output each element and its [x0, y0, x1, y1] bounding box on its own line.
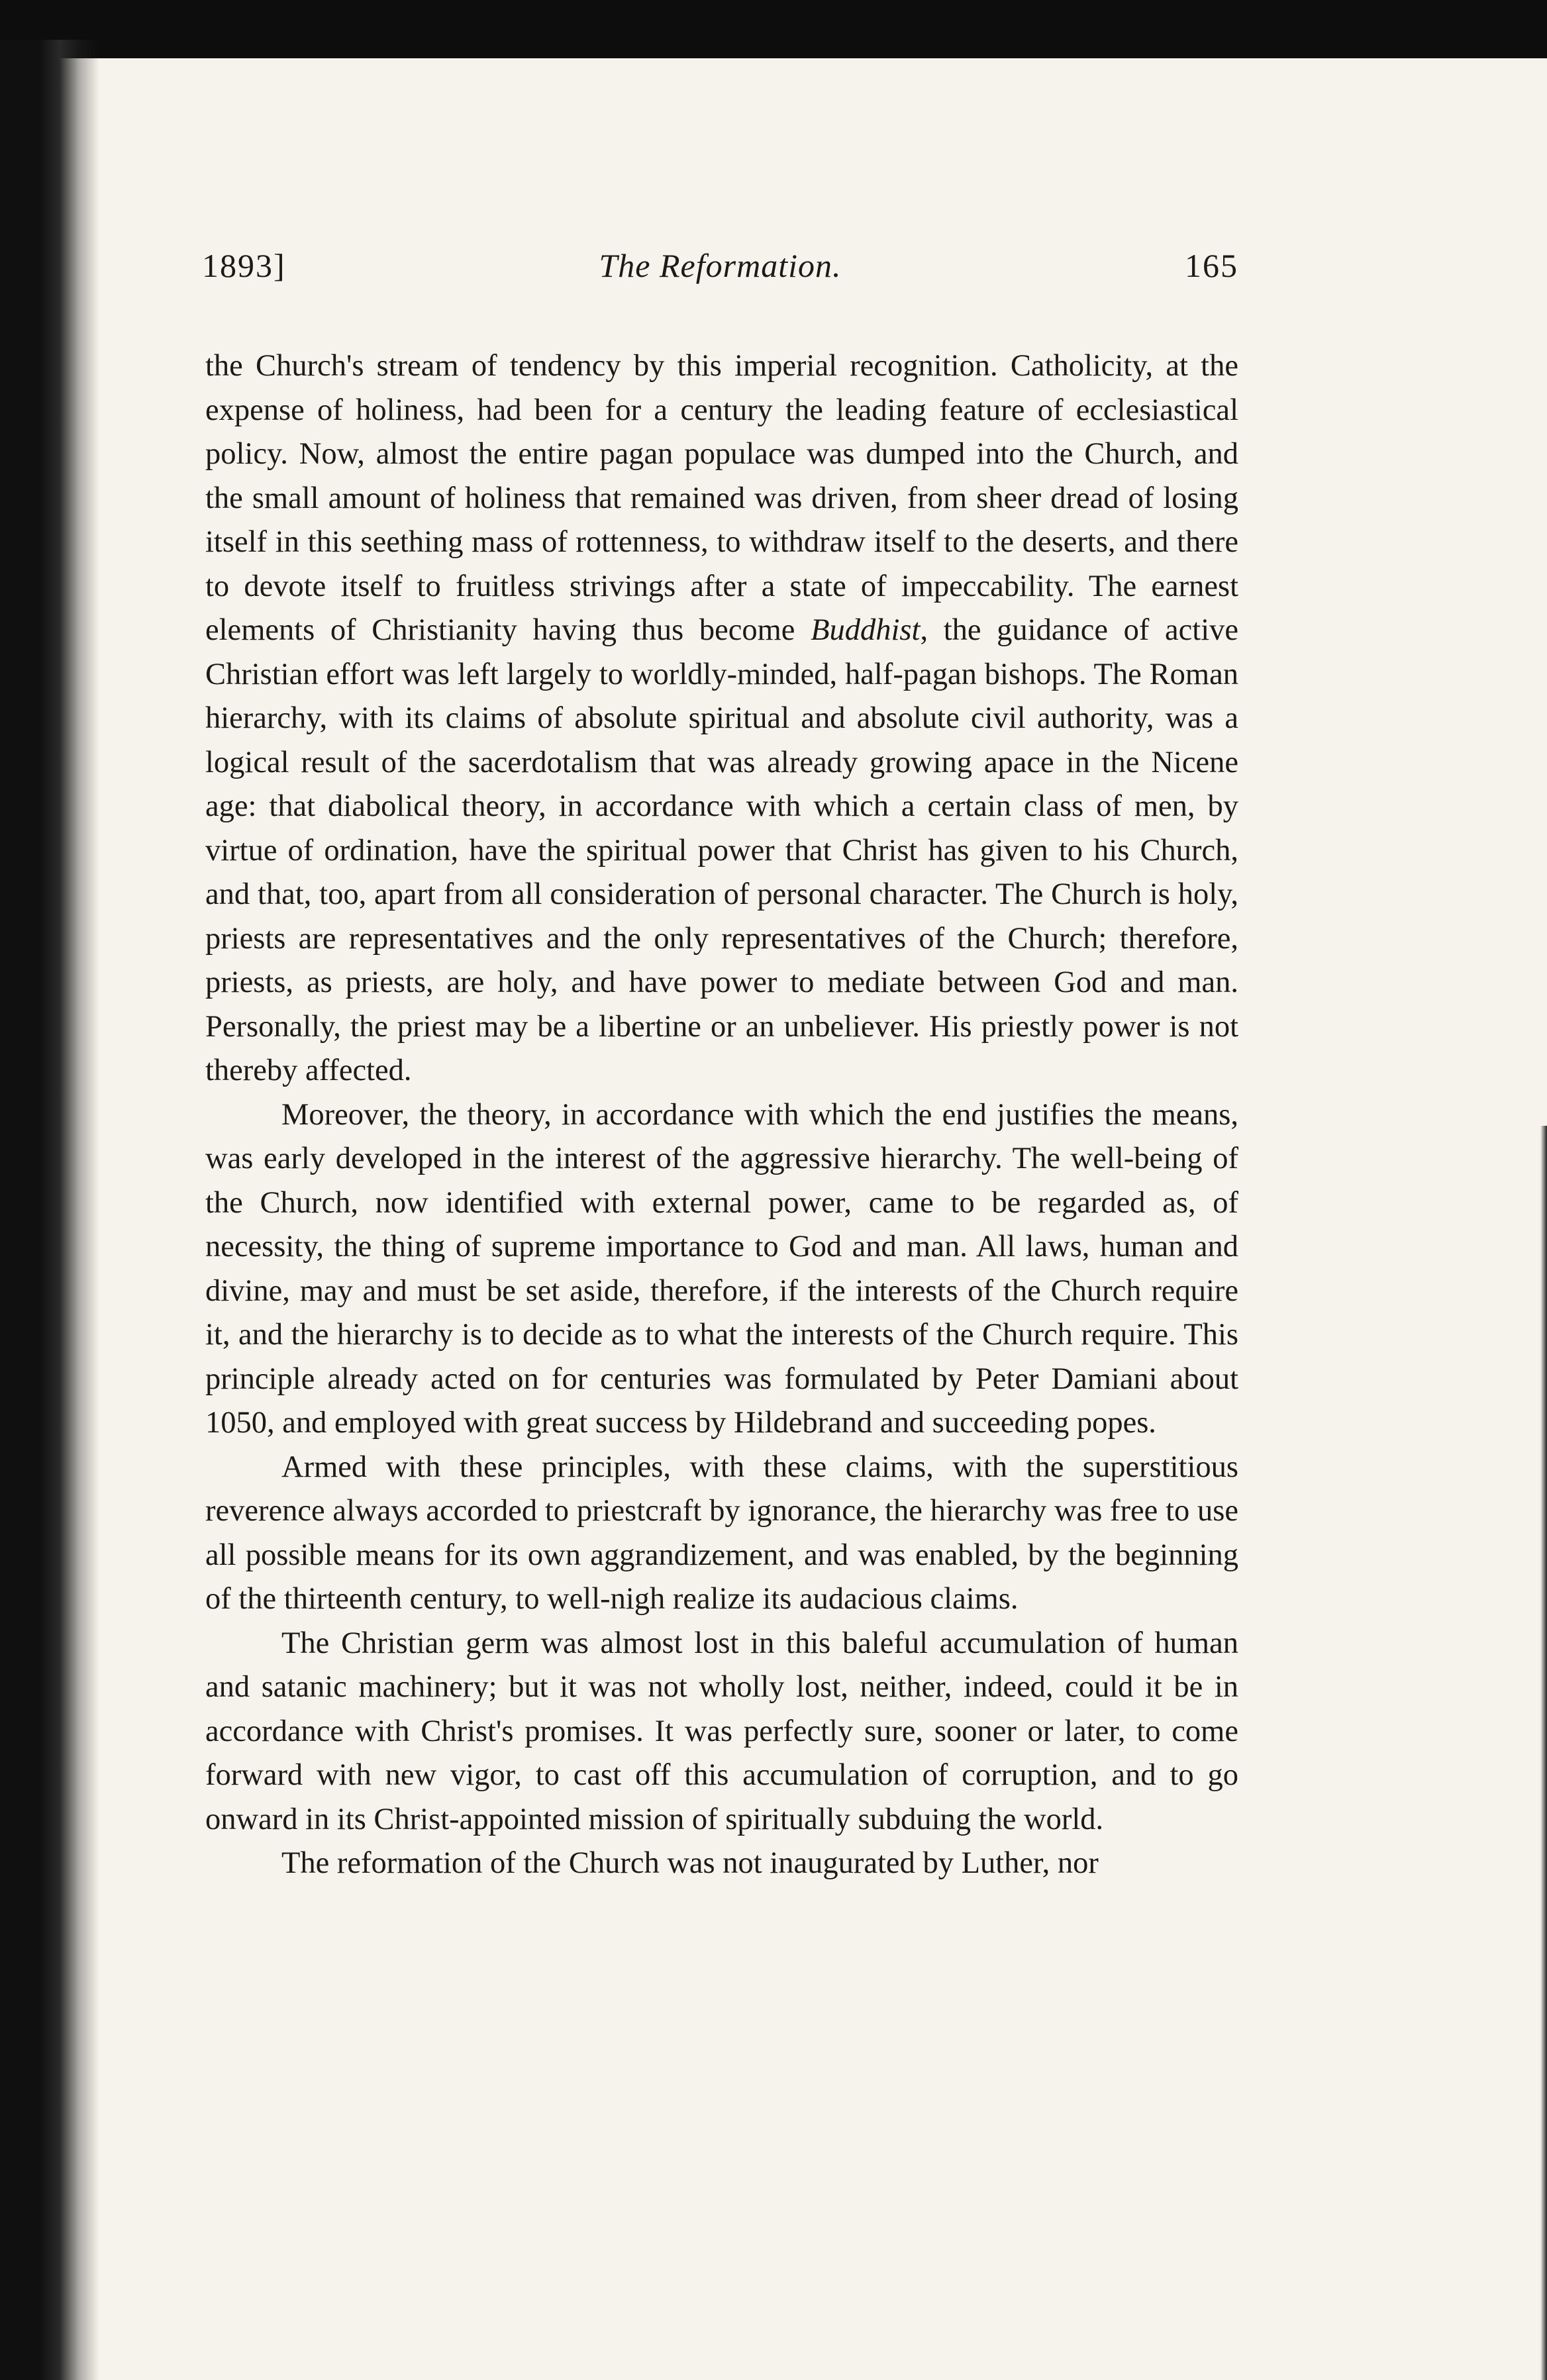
emphasis-text: Buddhist [811, 613, 921, 647]
paragraph-text: Armed with these principles, with these claims, with the superstitious reverence always accorded to priestcraft by ignorance, the hierarchy was free to use all possible means for its own aggrandizement, and was enabled, by the beginning of the thirteenth century, to well-nigh realize its audacious claims. [205, 1450, 1238, 1616]
paragraph-text: The reformation of the Church was not inaugurated by Luther, nor [281, 1846, 1099, 1880]
paragraph-text: The Christian germ was almost lost in this baleful accumulation of human and satanic machinery; but it was not wholly lost, neither, indeed, could it be in accordance with Christ's promises. It was perfectly sure, sooner or later, to come forward with new vigor, to cast off this accumulation of corruption, and to go onward in its Christ-appointed mission of spiritually subduing the world. [205, 1626, 1238, 1836]
scan-top-border [0, 0, 1547, 58]
paragraph-5 [205, 1842, 1238, 1886]
header-year: 1893] [202, 247, 286, 284]
running-header [202, 246, 1238, 306]
paragraph-text: the Church's stream of tendency by this imperial recognition. Catholicity, at the expense of holiness, had been for a century the leading feature of ecclesiastical policy. Now, almost the entire pagan populace was dumped into the Church, and the small amount of holiness that remained was driven, from sheer dread of losing itself in this seething mass of rottenness, to withdraw itself to the deserts, and there to devote itself to fruitless strivings after a state of impeccability. The earnest elements of Christianity having thus become [205, 349, 1238, 647]
scan-binding-edge [0, 40, 99, 2380]
paragraph-1 [205, 344, 1238, 1093]
paragraph-text: , the guidance of active Christian effort was left largely to worldly-minded, half-pagan bishops. The Roman hierarchy, with its claims of absolute spiritual and absolute civil authority, was a logical result of the sacerdotalism that was already growing apace in the Nicene age: that diabolical theory, in accordance with which a certain class of men, by virtue of ordination, have the spiritual power that Christ has given to his Church, and that, too, apart from all consideration of personal character. The Church is holy, priests are representatives and the only representatives of the Church; therefore, priests, as priests, are holy, and have power to mediate between God and man. Personally, the priest may be a libertine or an unbeliever. His priestly power is not thereby affected. [205, 613, 1239, 1087]
paragraph-text: Moreover, the theory, in accordance with which the end justifies the means, was early developed in the interest of the aggressive hierarchy. The well-being of the Church, now identified with external power, came to be regarded as, of necessity, the thing of supreme importance to God and man. All laws, human and divine, may and must be set aside, therefore, if the interests of the Church require it, and the hierarchy is to decide as to what the interests of the Church require. This principle already acted on for centuries was formulated by Peter Damiani about 1050, and employed with great success by Hildebrand and succeeding popes. [205, 1097, 1238, 1440]
paragraph-3 [205, 1446, 1238, 1622]
page-number: 165 [1185, 247, 1238, 284]
page-body [205, 344, 1238, 1886]
header-running-title: The Reformation. [599, 247, 842, 284]
paragraph-2 [205, 1093, 1238, 1446]
paragraph-4 [205, 1622, 1238, 1842]
scan-right-edge [1540, 1126, 1547, 2380]
